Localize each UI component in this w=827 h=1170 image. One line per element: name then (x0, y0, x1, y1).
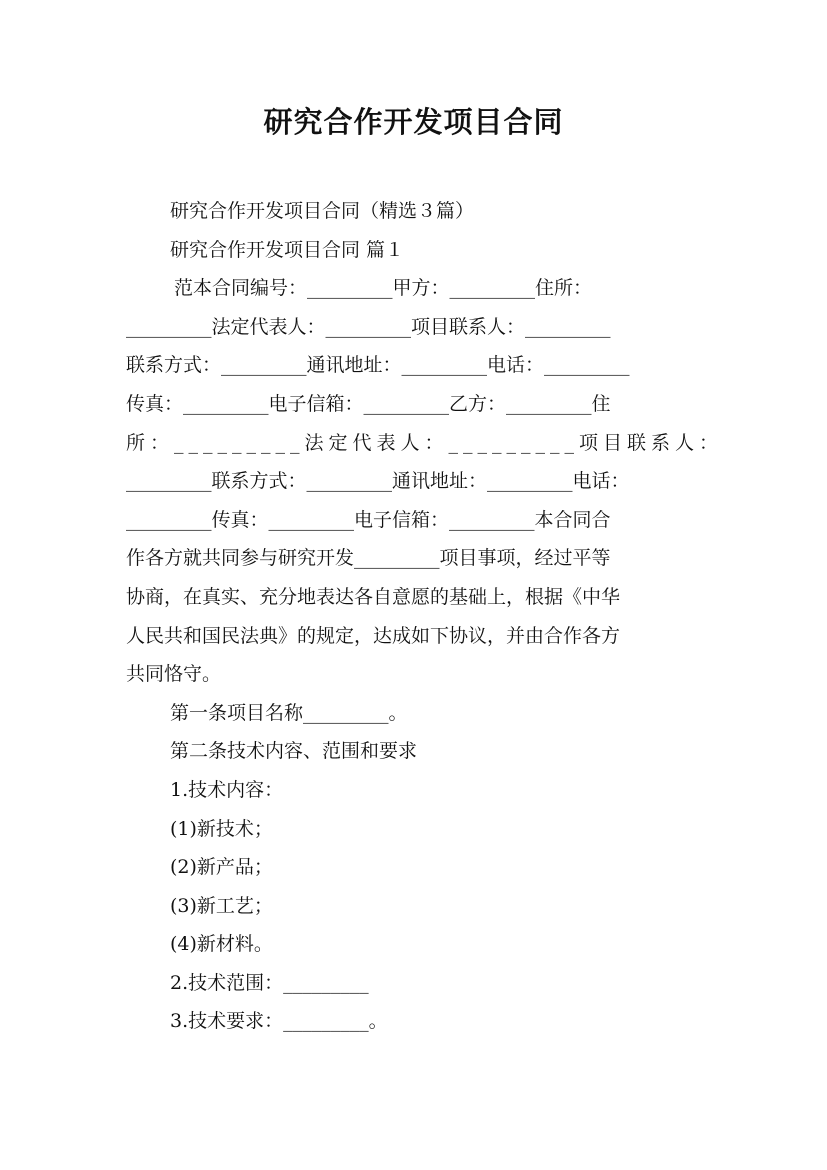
document-body (126, 192, 724, 1041)
paragraph-heading: 研究合作开发项目合同 篇１ (170, 238, 405, 261)
list-item: (4)新材料。 (170, 933, 273, 956)
paragraph-line: 作各方就共同参与研究开发_________项目事项，经过平等 (126, 547, 611, 570)
paragraph-line: 范本合同编号：_________甲方：_________住所： (174, 277, 593, 300)
article-2: 第二条技术内容、范围和要求 (170, 740, 418, 763)
paragraph-line: 共同恪守。 (126, 663, 222, 686)
list-item: 3.技术要求：_________。 (170, 1010, 388, 1033)
paragraph-line: 所：_________法定代表人：_________项目联系人： (126, 431, 724, 454)
paragraph-line: _________联系方式：_________通讯地址：_________电话： (126, 470, 630, 493)
paragraph-subtitle: 研究合作开发项目合同（精选３篇） (170, 200, 475, 222)
list-item: (1)新技术； (170, 817, 273, 840)
list-item: 2.技术范围：_________ (170, 971, 369, 994)
paragraph-line: 传真：_________电子信箱：_________乙方：_________住 (126, 392, 611, 415)
paragraph-line: 人民共和国民法典》的规定，达成如下协议，并由合作各方 (126, 624, 621, 647)
paragraph-line: 联系方式：_________通讯地址：_________电话：_________ (126, 354, 630, 377)
article-1: 第一条项目名称_________。 (170, 701, 408, 724)
list-item: 1.技术内容： (170, 778, 284, 801)
list-item: (3)新工艺； (170, 894, 273, 917)
paragraph-line: 协商，在真实、充分地表达各自意愿的基础上，根据《中华 (126, 585, 621, 608)
paragraph-line: _________传真：_________电子信箱：_________本合同合 (126, 508, 611, 531)
paragraph-line: _________法定代表人：_________项目联系人：_________ (126, 315, 611, 338)
list-item: (2)新产品； (170, 856, 273, 879)
document-title: 研究合作开发项目合同 (263, 105, 564, 139)
